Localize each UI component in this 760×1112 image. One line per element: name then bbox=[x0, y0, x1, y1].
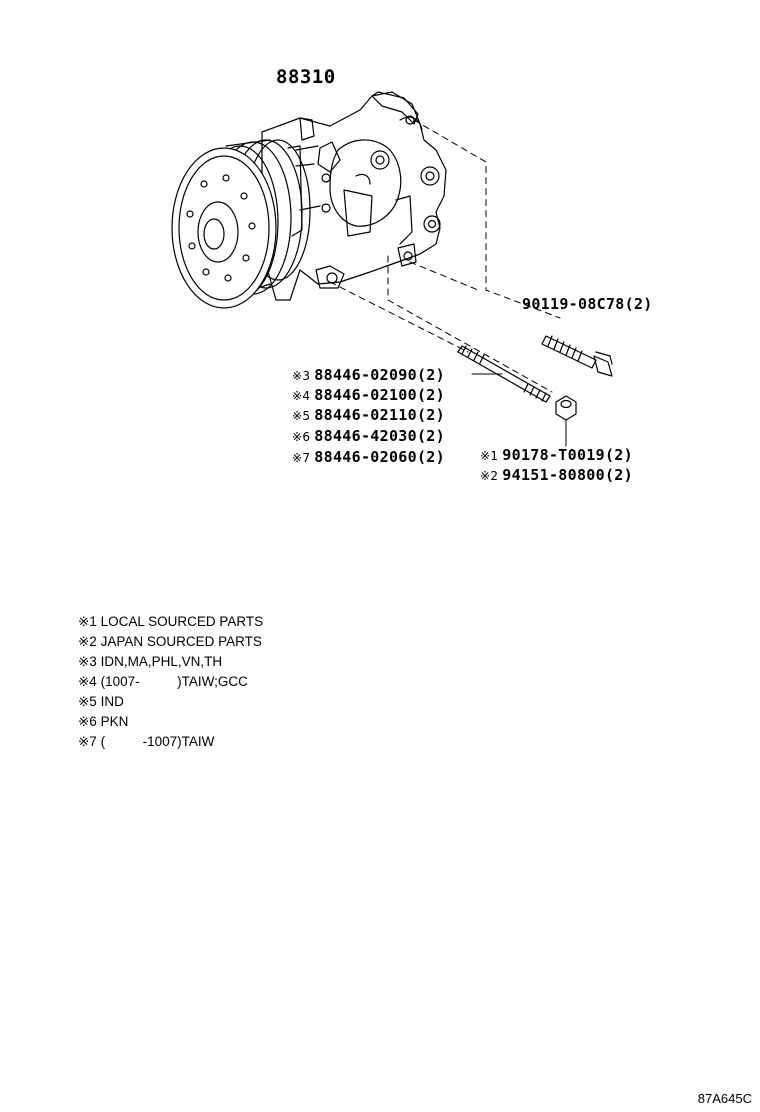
stud-part-label bbox=[292, 368, 445, 383]
leader-lines bbox=[330, 120, 560, 392]
stud-part-qty: (2) bbox=[416, 386, 445, 404]
nut-part-number: 94151-80800 bbox=[502, 466, 605, 484]
stud-note-mark: ※7 bbox=[292, 451, 311, 465]
stud-part-qty: (2) bbox=[416, 366, 445, 384]
stud-note-mark: ※4 bbox=[292, 389, 311, 403]
bolt-illustration bbox=[542, 336, 612, 376]
stud-note-mark: ※3 bbox=[292, 369, 311, 383]
stud-part-number: 88446-42030 bbox=[314, 427, 417, 445]
stud-note-mark: ※6 bbox=[292, 430, 311, 444]
nut-note-mark: ※2 bbox=[480, 469, 499, 483]
stud-note-mark: ※5 bbox=[292, 409, 311, 423]
stud-part-qty: (2) bbox=[416, 406, 445, 424]
stud-part-number: 88446-02090 bbox=[314, 366, 417, 384]
note-line: ※1 LOCAL SOURCED PARTS bbox=[78, 614, 264, 629]
stud-illustration bbox=[458, 346, 550, 402]
note-line: ※4 (1007- )TAIW;GCC bbox=[78, 674, 248, 689]
nut-part-label bbox=[480, 448, 633, 463]
note-line: ※5 IND bbox=[78, 694, 124, 709]
bolt-part-qty: (2) bbox=[624, 295, 653, 313]
main-part-label: 88310 bbox=[276, 66, 336, 88]
nut-part-label bbox=[480, 468, 633, 483]
stud-part-label bbox=[292, 429, 445, 444]
figure-code: 87A645C bbox=[697, 1091, 752, 1106]
note-line: ※3 IDN,MA,PHL,VN,TH bbox=[78, 654, 223, 669]
stud-part-qty: (2) bbox=[416, 427, 445, 445]
nut-illustration bbox=[556, 396, 576, 446]
stud-part-number: 88446-02110 bbox=[314, 406, 417, 424]
stud-part-number: 88446-02100 bbox=[314, 386, 417, 404]
pulley-illustration bbox=[172, 140, 310, 308]
stud-part-label bbox=[292, 450, 445, 465]
note-line: ※7 ( -1007)TAIW bbox=[78, 734, 215, 749]
note-line: ※2 JAPAN SOURCED PARTS bbox=[78, 634, 262, 649]
nut-part-number: 90178-T0019 bbox=[502, 446, 605, 464]
note-line: ※6 PKN bbox=[78, 714, 129, 729]
bolt-part-number: 90119-08C78 bbox=[522, 295, 625, 313]
bolt-part-label bbox=[522, 297, 653, 312]
stud-part-label bbox=[292, 388, 445, 403]
stud-part-label bbox=[292, 408, 445, 423]
nut-part-qty: (2) bbox=[604, 446, 633, 464]
nut-note-mark: ※1 bbox=[480, 449, 499, 463]
nut-part-qty: (2) bbox=[604, 466, 633, 484]
stud-part-qty: (2) bbox=[416, 448, 445, 466]
stud-part-number: 88446-02060 bbox=[314, 448, 417, 466]
